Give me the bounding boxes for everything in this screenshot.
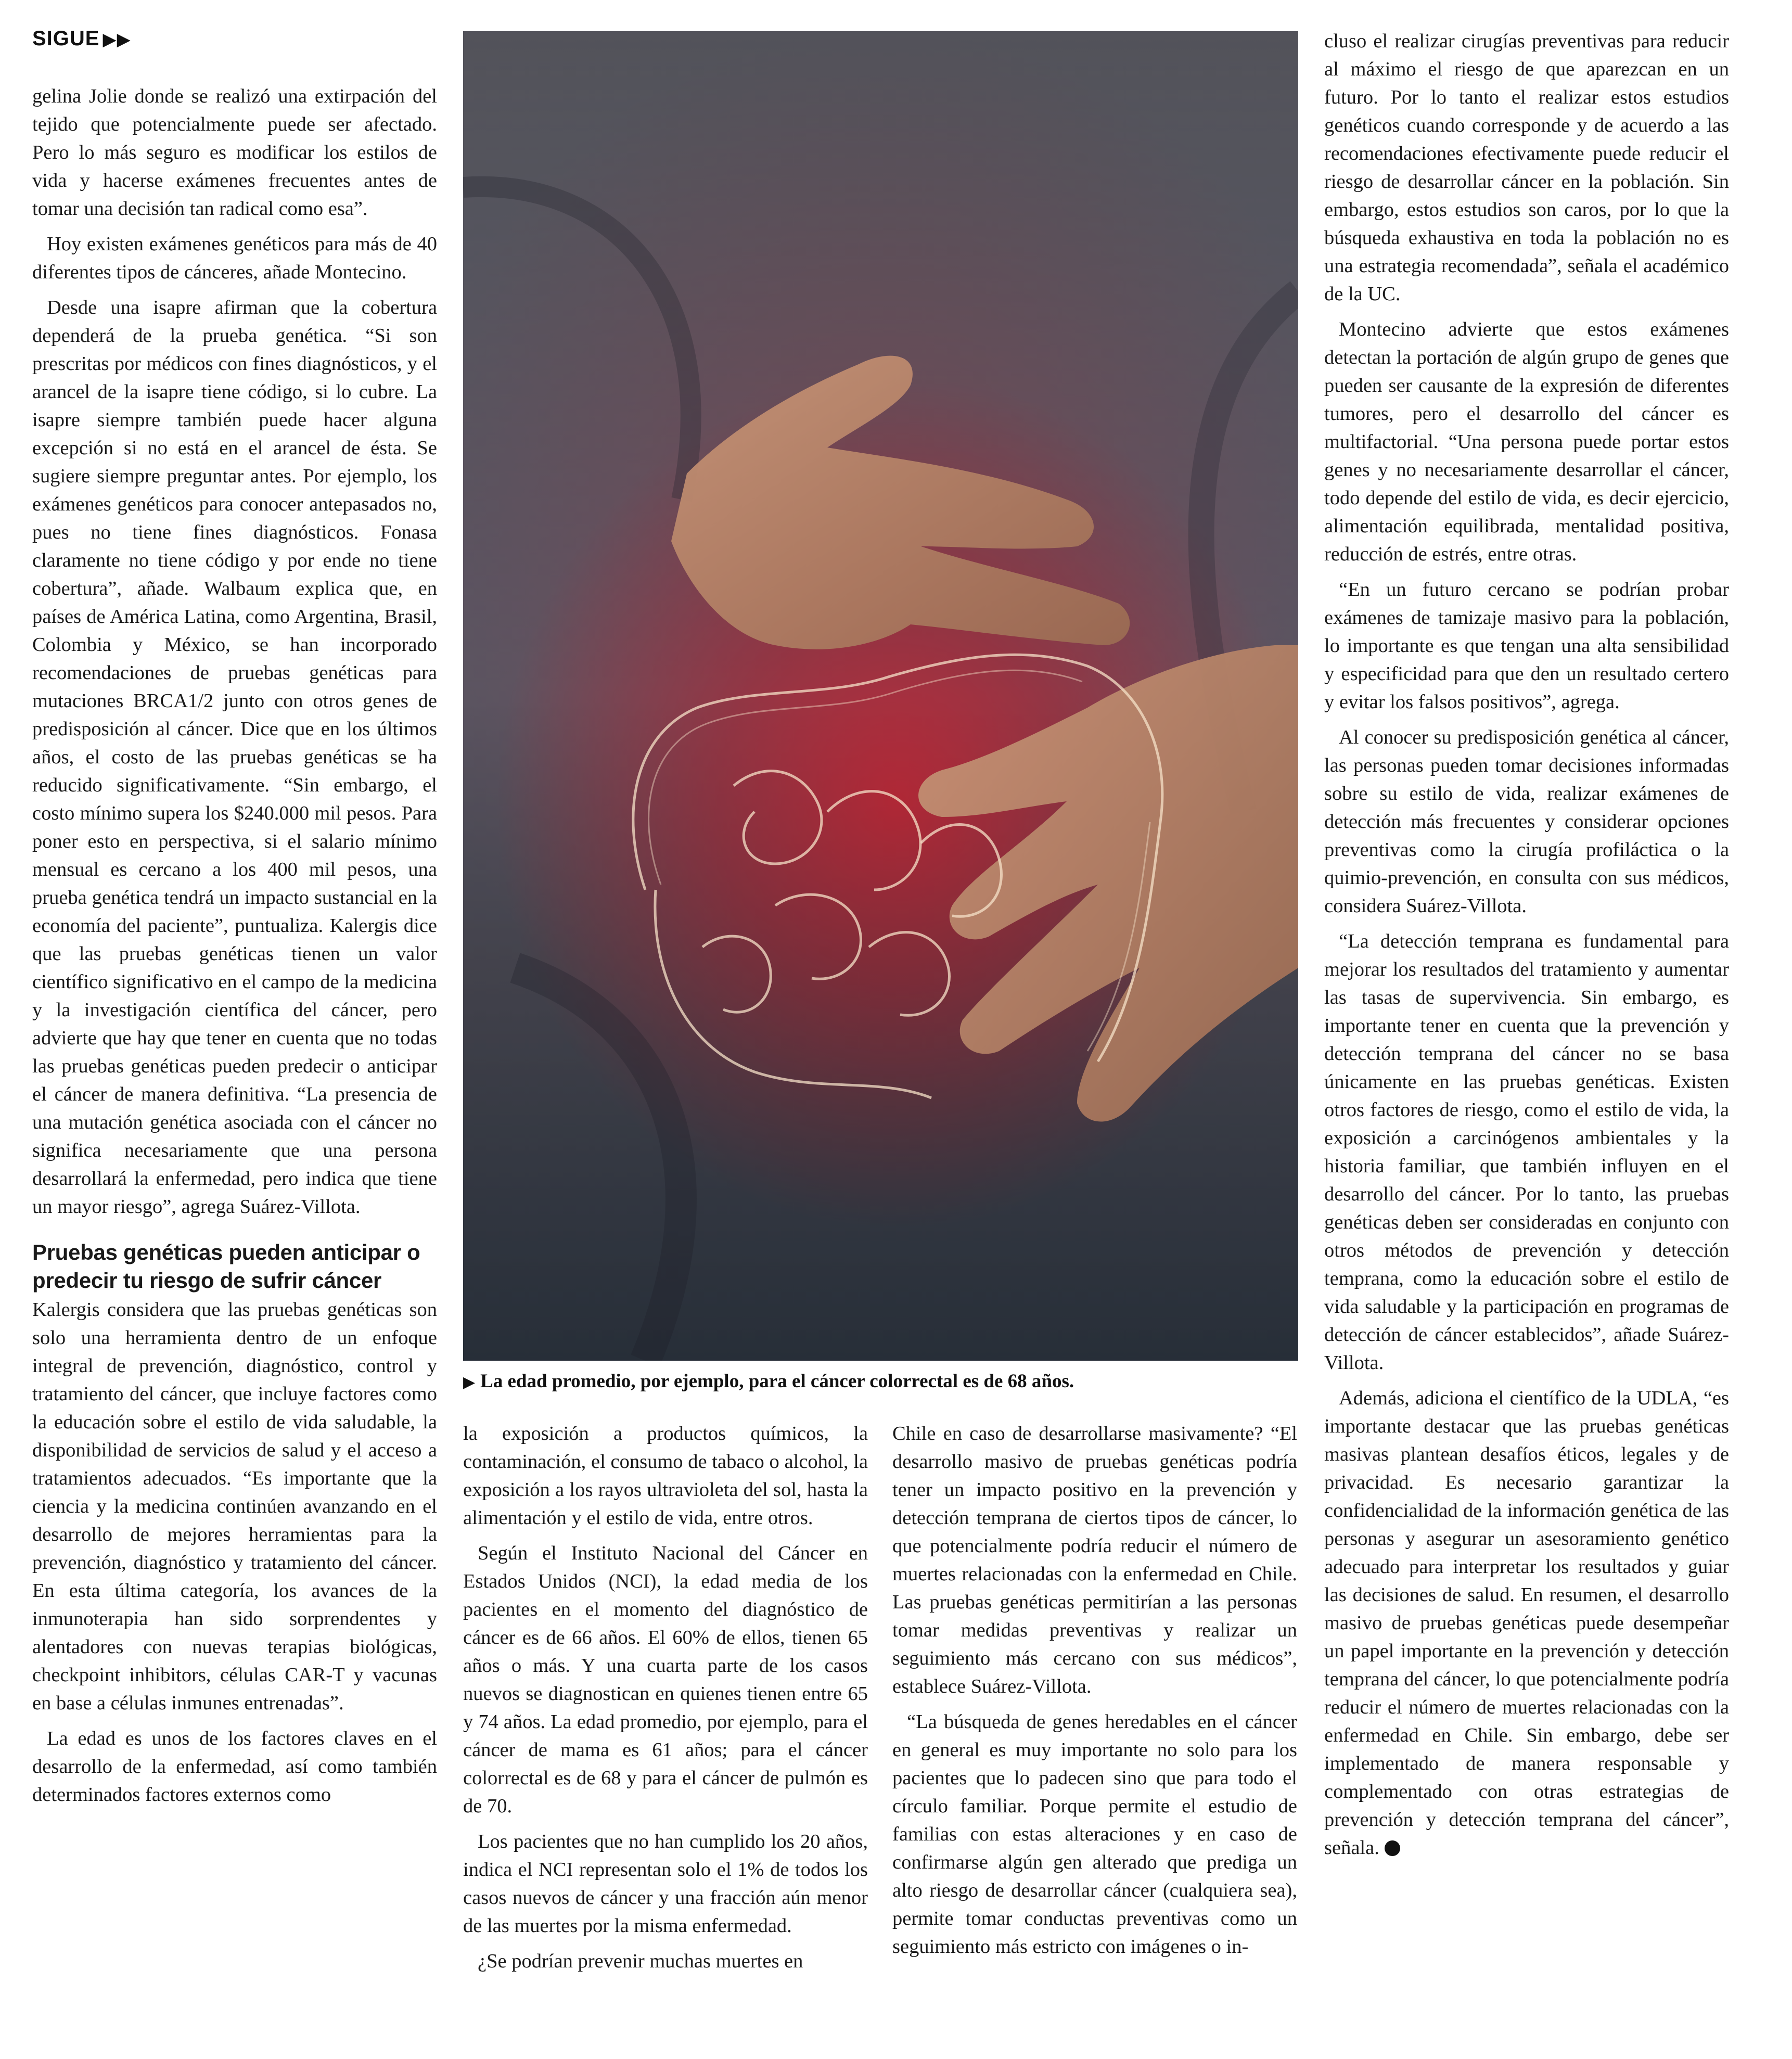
paragraph: gelina Jolie donde se realizó una extirpación del tejido que potencialmente puede ser afectado. Pero lo más seguro es modificar los estilos de vida y hacerse exámenes frecuentes antes de tomar una decisión tan radical como esa”. [32, 85, 437, 220]
sigue-text: SIGUE [32, 27, 100, 50]
section-heading: Pruebas genéticas pueden anticipar o predecir tu riesgo de sufrir cáncer [32, 1240, 420, 1293]
sigue-label [32, 27, 131, 50]
paragraph [1324, 1384, 1729, 1862]
paragraph: “En un futuro cercano se podrían probar exámenes de tamizaje masivo para la población, lo importante es que tengan una alta sensibilidad y especificidad para que den un resultado certero y evitar los falsos positivos”, agrega. [1324, 579, 1729, 713]
paragraph: Montecino advierte que estos exámenes detectan la portación de algún grupo de genes que pueden ser causante de la expresión de diferentes tumores, pero el desarrollo del cáncer es multifactorial. “Una persona puede portar estos genes y no necesariamente desarrollar el cáncer, todo depende del estilo de vida, es decir ejercicio, alimentación equilibrada, mentalidad positiva, reducción de estrés, entre otras. [1324, 318, 1729, 565]
caption-text: La edad promedio, por ejemplo, para el cáncer colorrectal es de 68 años. [480, 1371, 1074, 1392]
double-arrow-icon: ▶▶ [103, 30, 131, 49]
photo-caption [463, 1369, 1298, 1396]
paragraph-text: Además, adiciona el científico de la UDLA, “es importante destacar que las pruebas genéticas masivas plantean desafíos éticos, legales y de privacidad. Es necesario garantizar la confidencialidad de la información genética de las personas y asegurar un asesoramiento genético adecuado para interpretar los resultados y guiar las decisiones de salud. En resumen, el desarrollo masivo de pruebas genéticas puede desempeñar un papel importante en la prevención y detección temprana del cáncer, lo que potencialmente podría reducir el número de muertes relacionadas con la enfermedad en Chile. Sin embargo, debe ser implementado de manera responsable y complementado con otras estrategias de prevención y detección temprana del cáncer”, señala. [1324, 1387, 1729, 1859]
paragraph: cluso el realizar cirugías preventivas para reducir al máximo el riesgo de que aparezcan en un futuro. Por lo tanto el realizar estos estudios genéticos cuando corresponde y de acuerdo a las recomendaciones efectivamente puede reducir el riesgo de desarrollar cáncer en la población. Sin embargo, estos estudios son caros, por lo que la búsqueda exhaustiva en toda la población no es una estrategia recomendada”, señala el académico de la UC. [1324, 30, 1729, 305]
end-of-article-icon [1385, 1840, 1400, 1856]
paragraph: Kalergis considera que las pruebas genéticas son solo una herramienta dentro de un enfoque integral de prevención, diagnóstico, control y tratamiento del cáncer, que incluye factores como la educación sobre el estilo de vida saludable, la disponibilidad de servicios de salud y el acceso a tratamientos adecuados. “Es importante que la ciencia y la medicina continúen avanzando en el desarrollo de mejores herramientas para la prevención, diagnóstico y tratamiento del cáncer. En esta última categoría, los avances de la inmunoterapia han sido sorprendentes y alentadores con nuevas terapias biológicas, checkpoint inhibitors, células CAR-T y vacunas en base a células inmunes entrenadas”. [32, 1299, 437, 1714]
article-photo [463, 31, 1298, 1361]
abdomen-pain-photo-icon [463, 31, 1298, 1361]
paragraph: ¿Se podrían prevenir muchas muertes en [478, 1950, 803, 1972]
paragraph: Los pacientes que no han cumplido los 20 años, indica el NCI representan solo el 1% de todos los casos nuevos de cáncer y una fracción aún menor de las muertes por la misma enfermedad. [463, 1831, 868, 1937]
caption-arrow-icon: ▶ [463, 1374, 476, 1391]
paragraph: Desde una isapre afirman que la cobertura dependerá de la prueba genética. “Si son prescritas por médicos con fines diagnósticos, y el arancel de la isapre tiene código, si lo cubre. La isapre siempre también puede hacer alguna excepción si no está en el arancel de ésta. Se sugiere siempre preguntar antes. Por ejemplo, los exámenes genéticos para conocer antepasados no, pues no tiene fines diagnósticos. Fonasa claramente no tiene código y por ende no tiene cobertura”, añade. Walbaum explica que, en países de América Latina, como Argentina, Brasil, Colombia y México, se han incorporado recomendaciones de pruebas genéticas para mutaciones BRCA1/2 junto con otros genes de predisposición al cáncer. Dice que en los últimos años, el costo de las pruebas genéticas se ha reducido significativamente. “Sin embargo, el costo mínimo supera los $240.000 mil pesos. Para poner esto en perspectiva, si el salario mínimo mensual es cercano a los 400 mil pesos, una prueba genética tendrá un impacto sustancial en la economía del paciente”, puntualiza. Kalergis dice que las pruebas genéticas tienen un valor científico significativo en el campo de la medicina y la investigación científica del cáncer, pero advierte que hay que tener en cuenta que no todas las pruebas genéticas pueden predecir o anticipar el cáncer de manera definitiva. “La presencia de una mutación genética asociada con el cáncer no significa necesariamente que una persona desarrollará la enfermedad, pero indica que tiene un mayor riesgo”, agrega Suárez-Villota. [32, 297, 437, 1218]
paragraph: la exposición a productos químicos, la contaminación, el consumo de tabaco o alcohol, la exposición a los rayos ultravioleta del sol, hasta la alimentación y el estilo de vida, entre otros. [463, 1423, 868, 1529]
article-column-3 [892, 1419, 1297, 1968]
article-column-1 [32, 82, 437, 1816]
paragraph: “La detección temprana es fundamental para mejorar los resultados del tratamiento y aumentar las tasas de supervivencia. Sin embargo, es importante tener en cuenta que la prevención y detección temprana del cáncer no se basa únicamente en las pruebas genéticas. Existen otros factores de riesgo, como el estilo de vida, la exposición a carcinógenos ambientales y la historia familiar, que también influyen en el desarrollo del cáncer. Por lo tanto, las pruebas genéticas deben ser consideradas en conjunto con otros métodos de prevención y detección temprana, como la educación sobre el estilo de vida saludable y la participación en programas de detección de cáncer establecidos”, añade Suárez-Villota. [1324, 930, 1729, 1374]
article-column-2 [463, 1419, 868, 1983]
paragraph: Al conocer su predisposición genética al cáncer, las personas pueden tomar decisiones informadas sobre su estilo de vida, realizar exámenes de detección más frecuentes y considerar opciones preventivas como la cirugía profiláctica o la quimio-prevención, en consulta con sus médicos, considera Suárez-Villota. [1324, 726, 1729, 917]
paragraph: La edad es unos de los factores claves en el desarrollo de la enfermedad, así como también determinados factores externos como [32, 1728, 437, 1806]
article-column-4 [1324, 27, 1729, 1869]
paragraph: “La búsqueda de genes heredables en el cáncer en general es muy importante no solo para los pacientes que lo padecen sino que para todo el círculo familiar. Porque permite el estudio de familias con estas alteraciones y en caso de confirmarse algún gen alterado que prediga un alto riesgo de desarrollar cáncer (cualquiera sea), permite tomar conductas preventivas como un seguimiento más estricto con imágenes o in- [892, 1711, 1297, 1958]
paragraph: Chile en caso de desarrollarse masivamente? “El desarrollo masivo de pruebas genéticas podría tener un impacto positivo en la prevención y detección temprana de ciertos tipos de cáncer, lo que potencialmente podría reducir el número de muertes relacionadas con la enfermedad en Chile. Las pruebas genéticas permitirían a las personas tomar medidas preventivas y realizar un seguimiento más cercano con sus médicos”, establece Suárez-Villota. [892, 1423, 1297, 1697]
paragraph: Según el Instituto Nacional del Cáncer en Estados Unidos (NCI), la edad media de los pacientes en el momento del diagnóstico de cáncer es de 66 años. El 60% de ellos, tienen 65 años o más. Y una cuarta parte de los casos nuevos se diagnostican en quienes tienen entre 65 y 74 años. La edad promedio, por ejemplo, para el cáncer de mama es 61 años; para el cáncer colorrectal es de 68 y para el cáncer de pulmón es de 70. [463, 1542, 868, 1817]
paragraph: Hoy existen exámenes genéticos para más de 40 diferentes tipos de cánceres, añade Montecino. [32, 233, 437, 283]
